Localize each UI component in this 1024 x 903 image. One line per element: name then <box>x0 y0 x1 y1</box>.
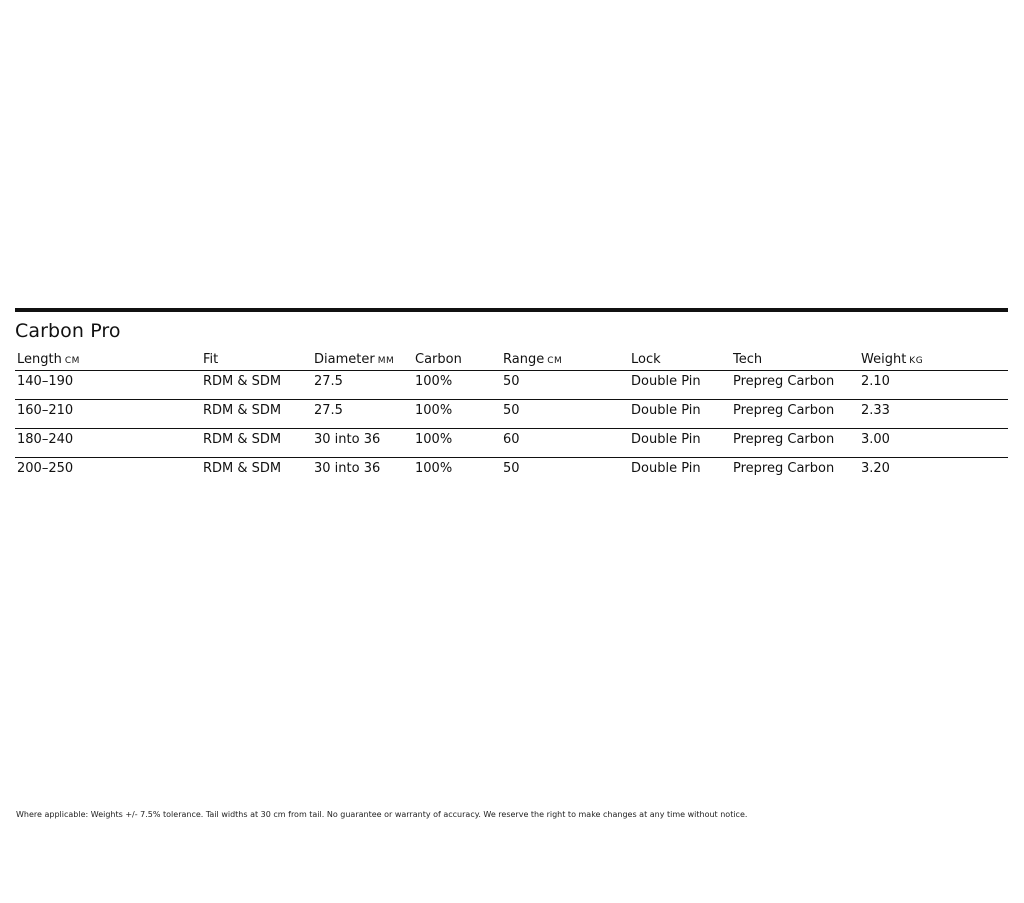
cell-range: 50 <box>501 458 629 487</box>
table-row <box>15 458 1008 487</box>
column-unit: MM <box>377 356 395 366</box>
footnote-disclaimer: Where applicable: Weights +/- 7.5% tolerance. Tail widths at 30 cm from tail. No guarantee or warranty of accuracy. We reserve the right to make changes at any time without notice. <box>16 810 748 819</box>
column-header-carbon: Carbon <box>415 352 462 367</box>
table-header-row <box>15 349 1008 371</box>
column-unit: KG <box>909 356 924 366</box>
cell-fit: RDM & SDM <box>201 429 312 458</box>
cell-fit: RDM & SDM <box>201 371 312 400</box>
cell-tech: Prepreg Carbon <box>731 371 859 400</box>
cell-lock: Double Pin <box>629 458 731 487</box>
cell-carbon: 100% <box>413 371 501 400</box>
table-row <box>15 429 1008 458</box>
cell-length: 160–210 <box>15 400 201 429</box>
cell-length: 140–190 <box>15 371 201 400</box>
cell-diameter: 27.5 <box>312 400 413 429</box>
cell-tech: Prepreg Carbon <box>731 400 859 429</box>
cell-weight: 2.33 <box>859 400 1008 429</box>
cell-length: 200–250 <box>15 458 201 487</box>
cell-tech: Prepreg Carbon <box>731 458 859 487</box>
cell-diameter: 30 into 36 <box>312 458 413 487</box>
product-title: Carbon Pro <box>15 320 121 342</box>
cell-range: 60 <box>501 429 629 458</box>
table-row <box>15 371 1008 400</box>
cell-length: 180–240 <box>15 429 201 458</box>
column-header-range: Range CM <box>503 352 563 367</box>
cell-lock: Double Pin <box>629 371 731 400</box>
spec-block <box>15 308 1008 486</box>
cell-tech: Prepreg Carbon <box>731 429 859 458</box>
top-divider <box>15 308 1008 312</box>
column-unit: CM <box>547 356 563 366</box>
cell-lock: Double Pin <box>629 429 731 458</box>
cell-weight: 2.10 <box>859 371 1008 400</box>
column-header-diameter: Diameter MM <box>314 352 395 367</box>
cell-carbon: 100% <box>413 458 501 487</box>
column-header-length: Length CM <box>17 352 80 367</box>
column-header-weight: Weight KG <box>861 352 924 367</box>
cell-range: 50 <box>501 371 629 400</box>
cell-lock: Double Pin <box>629 400 731 429</box>
cell-weight: 3.20 <box>859 458 1008 487</box>
cell-diameter: 27.5 <box>312 371 413 400</box>
column-header-tech: Tech <box>733 352 763 367</box>
spec-table <box>15 349 1008 486</box>
column-header-fit: Fit <box>203 352 219 367</box>
cell-weight: 3.00 <box>859 429 1008 458</box>
cell-fit: RDM & SDM <box>201 400 312 429</box>
cell-range: 50 <box>501 400 629 429</box>
cell-fit: RDM & SDM <box>201 458 312 487</box>
cell-carbon: 100% <box>413 429 501 458</box>
column-header-lock: Lock <box>631 352 661 367</box>
cell-diameter: 30 into 36 <box>312 429 413 458</box>
cell-carbon: 100% <box>413 400 501 429</box>
column-unit: CM <box>64 356 80 366</box>
table-row <box>15 400 1008 429</box>
